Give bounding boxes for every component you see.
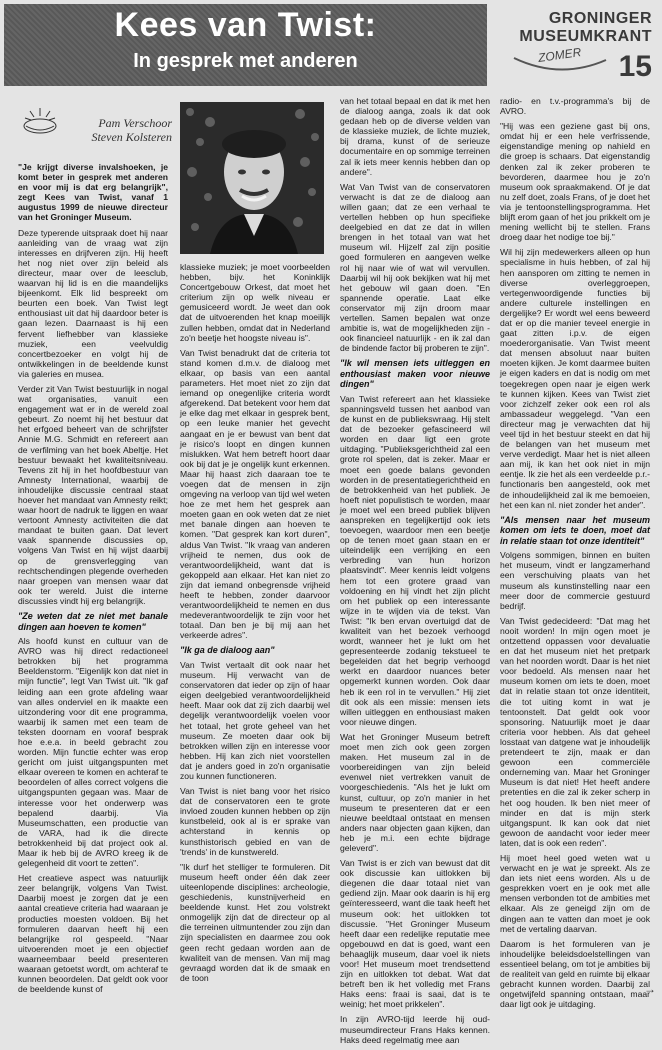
masthead-line2: MUSEUMKRANT	[519, 28, 652, 45]
paragraph: Van Twist is niet bang voor het risico dat de conservatoren een te grote invloed zouden kunnen hebben op zijn kunstbeleid, ook al is er sprake van achterstand in kennis op kunsthistorisch gebied en van de 'trends' in de kunstwereld.	[180, 786, 330, 857]
section-heading: "Ze weten dat ze niet met banale dingen aan hoeven te komen"	[18, 611, 168, 632]
paragraph: klassieke muziek; je moet voorbeelden hebben, bijv. het Koninklijk Concertgebouw Orkest, dat moet het criterium zijn op welk niveau er gemusiceerd wordt. Je weet dan ook dat de uitvoerenden het knap moeilijk zullen hebben, omdat dat in Nederland zo'n beetje het hoogste niveau is".	[180, 262, 330, 343]
paragraph: Het creatieve aspect was natuurlijk zeer belangrijk, volgens Van Twist. Daarbij moest je zorgen dat je een aantal creatieve criteria had waaraan je producties moesten voldoen. Bij het formuleren daarvan heeft hij een belangrijke rol gespeeld. "Naar uitvoerenden moet je een objectief waarneembaar beeld presenteren waaraan getoetst wordt, om achteraf te kunnen beoordelen. Dat geldt ook voor de beeldende kunst of	[18, 873, 169, 995]
paragraph: Wat het Groninger Museum betreft moet men zich ook geen zorgen maken. Het museum zal in de voorbereidingen van zijn beleid evenwel niet vertrekken vanuit de voorgeschiedenis. "Als het je lukt om kunst, cultuur, op zo'n manier in het museum te presenteren dat er een nieuwe beeldtaal ontstaat en mensen anders naar objecten gaan kijken, dan heb je m.i. een echte bijdrage geleverd".	[340, 731, 490, 853]
paragraph: Als hoofd kunst en cultuur van de AVRO was hij direct redactioneel betrokken bij het programma Beeldenstorm. "Eigenlijk kon dat niet in mijn functie", legt Van Twist uit. "Ik gaf leiding aan een grote afdeling waar van alles onderviel en ik maakte een uitzondering voor dit ene programma, waarbij ik samen met een team de teksten doornam en vooraf besprak hoe e.e.a. in beeld gebracht zou worden. Mijn functie echter was erop gericht om juist uitgangspunten met elkaar overeen te komen en achteraf te beoordelen of alles correct volgens die uitgangspunten gegaan was. Maar de interesse voor het onderwerp was bepalend daarbij. Via Museumschatten, een productie van de VARA, had ik die directe betrokkenheid bij dat project ook al. Maar ik heb bij de AVRO kreeg ik de gelegenheid dit voort te zetten".	[18, 636, 168, 869]
paragraph: Daarom is het formuleren van je inhoudelijke beleidsdoelstellingen van essentieel belang, om tot je ambities bij de realiteit van geld en ruimte bij elkaar gebracht kunnen worden. Daarbij zal ongetwijfeld spanning ontstaan, maar daar ligt ook je uitdaging.	[500, 938, 650, 1010]
column-1	[18, 162, 168, 999]
continue-arrow-icon: →	[644, 982, 656, 996]
paragraph: "Ik durf het stelliger te formuleren. Dit museum heeft onder één dak zeer uiteenlopende disciplines: archeologie, geschiedenis, kunstnijverheid en beeldende kunst. Het zou volstrekt onmogelijk zijn dat de directeur op al die terreinen uitmuntender zou zijn dan zijn specialisten en daarmee zou ook geen recht gedaan worden aan de kwaliteit van de mensen. Van mij mag gevraagd worden dat ik de smaak en de toon	[180, 861, 330, 983]
masthead	[492, 6, 658, 86]
paragraph: Deze typerende uitspraak doet hij naar aanleiding van de vraag wat zijn interesses en drijfveren zijn. Hij heeft het nog niet over zijn beleid als directeur, maar over de leesclub, waarvan hij lid is en die maandelijks bijeenkomt. Elk lid bespreekt om beurten een boek. Van Twist legt enthousiast uit dat hij daardoor beter is gaan lezen. Daarnaast is hij een fervent liefhebber van klassieke muziek, een veelvuldig concertbezoeker en volgt hij de ontwikkelingen in de beeldende kunst via galeries en musea.	[18, 227, 168, 379]
paragraph: Van Twist refereert aan het klassieke spanningsveld tussen het aanbod van de kunst en de publiekswraag. Hij stelt dat de bezoeker gefascineerd wil worden en daar ligt een grote uitdaging. "Publieksgerichtheid zal een grote rol spelen, dat is zeker. Maar er moet een goede balans gevonden worden in de presentatiegerichtheid en de betrokkenheid van het publiek. Je hoeft niet populistisch te worden, maar je moet wel een breed publiek blijven aanspreken en tegelijkertijd ook iets toevoegen, waardoor men een beetje op de tenen moet gaan staan en er uiteindelijk een verrijking en een verbreding van hun horizon plaatsvindt". Meer kennis leidt volgens hem tot een grotere graad van voldoening en hij vindt het zijn plicht om het publiek op een interessante wijze in te wijden via de tekst. Van Twist: "Ik ben ervan overtuigd dat de kwaliteit van het bezoek verhoogd wordt, wanneer het je lukt om het gepresenteerde zodanig tekstueel te begeleiden dat het begrip verhoogd werkt en daardoor nuances beter opgemerkt kunnen worden. Ook daar heb ik een rol in te vervullen." Hij ziet dit ook als een missie: mensen iets willen uitleggen en enthousiast maken voor nieuwe dingen.	[340, 393, 490, 727]
paragraph: Van Twist benadrukt dat de criteria tot stand komen d.m.v. de dialoog met elkaar, op basis van een aantal parameters. Het moet niet zo zijn dat iemand op onegenlijke criteria wordt afgerekend. Dat betekent voor hem dat je elke dag met elkaar in gesprek bent, op een leuke manier het gevecht aangaat en je er bewust van bent dat je risico's loopt en dingen kunnen mislukken. Wat hem betreft hoort daar ook bij dat je je ongelijk kunt erkennen. Maar hij haast zich daaraan toe te voegen dat de mensen in zijn omgeving na verloop van tijd wel weten hoe ze met hem het gesprek aan moeten gaan en ook weten dat ze niet met banale dingen aan hoeven te komen. "Dat gesprek kan kort duren", aldus Van Twist. "Ik vraag van anderen vrijheid te nemen, dus ook de verantwoordelijkheid, want dat is gekoppeld aan elkaar. Het kan niet zo zijn dat iemand onbegrensde vrijheid heeft te hebben, zonder daarvoor verantwoordelijkheid te nemen en dus medeverantwoordelijk te zijn voor het totaal. Dan ben je bij mij aan het verkeerde adres".	[180, 347, 331, 641]
paragraph: "Hij was een geziene gast bij ons, omdat hij er een hele verfrissende, eigenstandige mening op nahield en die groep is schaars. Dat eigenstandig denken zal ik zeker proberen te bevorderen, daarmee hou je zo'n museum ook spraakmakend. Of je dat nu zelf doet, zoals Frans, of je doet het via je tentoonstellingsprogramma. Het blijft erom gaan of het jou prikkelt om je mening wellicht bij te stellen. Frans droeg daar het nodige toe bij."	[500, 121, 650, 243]
paragraph: radio- en t.v.-programma's bij de AVRO.	[500, 96, 650, 117]
masthead-line1: GRONINGER	[548, 10, 652, 27]
section-heading: "Als mensen naar het museum komen om iets te doen, moet dat in relatie staan tot onze identiteit"	[500, 514, 650, 546]
lead-paragraph: "Je krijgt diverse invalshoeken, je komt beter in gesprek met anderen en voor mij is dat erg belangrijk", zegt Kees van Twist, vanaf 1 augustus 1999 de nieuwe directeur van het Groninger Museum.	[18, 162, 168, 223]
column-4	[500, 96, 650, 1014]
subheadline: In gesprek met anderen	[133, 50, 358, 72]
author-1: Pam Verschoor	[98, 116, 172, 130]
paragraph: Wil hij zijn medewerkers alleen op hun specialisme in huis hebben, of zal hij hen aansporen om zitting te nemen in diverse overleggroepen, vertegenwoordigende functies bij andere culturele instellingen en dergelijke? Er wordt wel eens beweerd dat er op die manier teveel energie in gaat zitten i.p.v. de eigen moederorganisatie. Van Twist meent dat mensen absoluut naar buiten moeten kijken. Je komt daarmee buiten je eigen kaders en dat is nodig om met toegekregen open naar je eigen werk te kunnen kijken. Kees van Twist ziet voor zichzelf zeker ook een rol als ambassadeur weggelegd. "Van een directeur mag je verwachten dat hij veel tijd in het bestuur steekt en dat hij de belangen van het museum met verve verdedigt. Maar het is niet alleen aan mij, ik kan het ook niet in mijn eentje. Ik zie het als een verdeelde p.r.-functionaris ben aangesteld, ook met de inhoudelijkheid zal ik me bemoeien, het een kan nl. niet zonder het ander".	[500, 247, 651, 510]
portrait-photo	[180, 102, 324, 254]
page-number: 15	[618, 50, 652, 83]
paragraph: Van Twist is er zich van bewust dat dit ook discussie kan uitlokken bij diegenen die daar totaal niet van gediend zijn. Maar ook daarin is hij erg geïnteresseerd, want die taak heeft het museum ook: het uitlokken tot discussie. "Het Groninger Museum heeft daar een redelijke reputatie mee opgebouwd en dat is goed, want een behaaglijk museum, daar voel ik niets voor! Het museum moet trendsettend zijn en uitlokken tot debat. Wat dat betreft ben ik het volledig met Frans Haks eens: fraai is saai, dat is te weinig; het moet prikkelen".	[340, 858, 490, 1010]
season-label: ZOMER	[537, 45, 583, 65]
paragraph: Verder zit Van Twist bestuurlijk in nogal wat organisaties, vanuit een engagement wat er in de wereld zoal gebeurt. Zo noemt hij het bestuur dat het erfgoed beheert van de schrijfster Annie M.G. Schmidt en refereert aan de verfilming van het boek Abeltje. Het bestuur bewaakt het kwaliteitsniveau. Tevens zit hij in het hoofdbestuur van Amnesty International, waarbij de inhoudelijke discussie centraal staat hoever het mandaat van Amnesty reikt; waar hoort de nadruk te liggen en waar vertoont Amnesty activiteiten die dat mandaat te buiten gaan. Dat levert vaak spannende discussies op, volgens Van Twist en hij wijst daarbij op de grensverlegging van rechtschendingen plegende overheden naar groepen van mensen waar dat ook ter wereld. Juist die interne discussies vindt hij erg belangrijk.	[18, 383, 168, 606]
column-2	[180, 262, 330, 988]
section-heading: "Ik wil mensen iets uitleggen en enthousiast maken voor nieuwe dingen"	[340, 358, 490, 390]
byline	[62, 116, 172, 144]
section-heading: "Ik ga de dialoog aan"	[180, 645, 275, 656]
paragraph: Volgens sommigen, binnen en buiten het museum, vindt er langzamerhand een verschuiving plaats van het museum als kunstinstelling naar een meer door de commercie gestuurd bedrijf.	[500, 550, 650, 611]
author-2: Steven Kolsteren	[91, 130, 172, 144]
column-3	[340, 96, 490, 1050]
paragraph: van het totaal bepaal en dat ik met hen de dialoog aanga, zoals ik dat ook gedaan heb op de diverse velden van de klassieke muziek, de lichte muziek, bij drama, kunst of de serieuze documentaire en op sommige terreinen zal ik iets meer kennis hebben dan op andere".	[340, 96, 490, 177]
museum-logo-icon	[20, 104, 60, 140]
paragraph: Van Twist gedecideerd: "Dat mag het nooit worden! In mijn ogen moet je ontzettend oppassen voor devaluatie en dat het museum niet het pretpark van het noorden wordt. Daar is het niet voor bedoeld. Als mensen naar het museum komen om iets te doen, moet dat in relatie staan tot onze identiteit, die tot uiting komt in wat je tentoonstelt. Dat geldt ook voor sponsoring. Natuurlijk moet je daar criteria voor hebben. Als dat geheel losstaat van datgene wat je inhoudelijk pretendeert te zijn, maak er dan gewoon een commerciële onderneming van. Maar het Groninger Museum is dat niet! Het heeft andere pretenties en die zal ik zeker scherp in het oog houden. Ik ben niet meer of minder en dat is mijn sterk uitgangspunt. Ik kan ook dat niet gewoon de aandacht voor ieder meer laten, dat is ook een reden".	[500, 615, 650, 848]
paragraph: In zijn AVRO-tijd leerde hij oud-museumdirecteur Frans Haks kennen. Haks deed regelmatig mee aan	[340, 1014, 490, 1045]
paragraph: Wat Van Twist van de conservatoren verwacht is dat ze de dialoog aan willen gaan; dat ze een verhaal te vertellen hebben op hun specifieke deelgebied en dat ze dat in willen brengen in het totaal van wat het museum wil. Hijzelf zal zijn positie goed formuleren en aangeven welke rol hij naar wie of wat wil vervullen. Daarbij wil hij ook bekijken wat hij met het gebouw wil gaan doen. "En spannende operatie. Laat elke conservator mij zijn droom maar vertellen. Samen bepalen wat onze ambitie is, wat de mogelijkheden zijn - ook financieel natuurlijk - en ik zal dan de bindende factor bij proberen te zijn".	[340, 181, 490, 354]
header-band	[4, 4, 487, 86]
paragraph: Van Twist vertaalt dit ook naar het museum. Hij verwacht van de conservatoren dat ieder op zijn of haar eigen deelgebied verantwoordelijkheid heeft. Maar ook dat zij zich daarbij wel degelijk verantwoordelijk voelen voor het totaal, het grote geheel van het museum. Ze moeten daar ook bij betrokken willen zijn en interesse voor hebben. Hij kan zich niet voorstellen dat je anders goed in zo'n organisatie zou kunnen functioneren.	[180, 659, 330, 781]
headline: Kees van Twist:	[114, 6, 377, 44]
paragraph: Hij moet heel goed weten wat u verwacht en je wat je spreekt. Als ze dan iets niet eens worden. Als u de gesprekken voert en je ook met alle mensen verbonden tot de ambities met elkaar. Als ze geneigd zijn om de dingen aan te vatten dan moet je ook met de vertaling daarvan.	[500, 852, 650, 934]
